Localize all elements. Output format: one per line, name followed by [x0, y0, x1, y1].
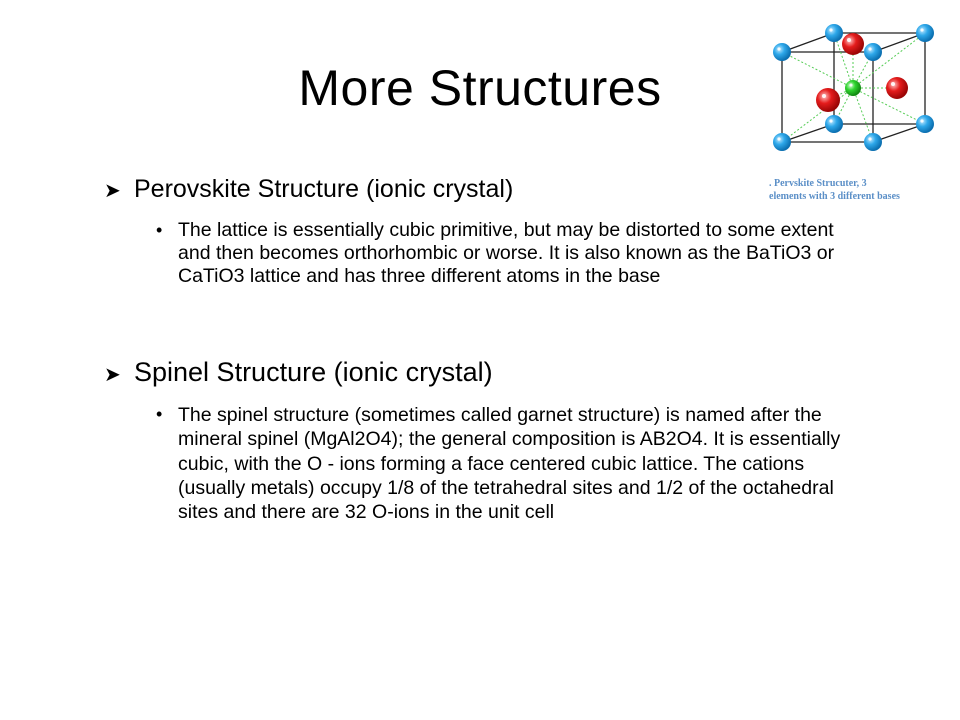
face-atom — [816, 88, 840, 112]
corner-atom — [864, 133, 882, 151]
arrow-bullet-icon: ➤ — [104, 180, 121, 202]
bullet-text: The lattice is essentially cubic primitive, but may be distorted to some extent and then becomes orthorhombic or worse. It is also known as the BaTiO3 or CaTiO3 lattice and has three different atoms in the base — [178, 219, 835, 287]
corner-atom — [825, 24, 843, 42]
center-atom — [845, 80, 861, 96]
figure-caption-line: . Pervskite Strucuter, 3 — [769, 178, 867, 189]
bullet-item — [156, 403, 904, 524]
section-heading-text: Perovskite Structure (ionic crystal) — [134, 175, 514, 203]
arrow-bullet-icon: ➤ — [104, 364, 121, 386]
corner-atom — [825, 115, 843, 133]
section-heading — [104, 356, 904, 391]
unit-cell-diagram — [765, 16, 943, 166]
bullet-item — [156, 219, 904, 288]
section-heading — [104, 173, 904, 207]
corner-atom — [916, 115, 934, 133]
dot-bullet-icon: • — [156, 220, 163, 240]
figure-caption-line: elements with 3 different bases — [769, 191, 900, 202]
face-atom — [842, 33, 864, 55]
section-spinel — [104, 356, 904, 524]
perovskite-unit-cell-figure — [765, 16, 943, 166]
corner-atom — [773, 43, 791, 61]
corner-atom — [773, 133, 791, 151]
slide-title: More Structures — [298, 60, 662, 116]
corner-atom — [864, 43, 882, 61]
bullet-text: The spinel structure (sometimes called garnet structure) is named after the mineral spinel (MgAl2O4); the general composition is AB2O4. It is essentially cubic, with the O - ions forming a face centered cubic lattice. The cations (usually metals) occupy 1/8 of the tetrahedral sites and 1/2 of the octahedral sites and there are 32 O-ions in the unit cell — [178, 404, 841, 524]
dot-bullet-icon: • — [156, 404, 163, 424]
corner-atom — [916, 24, 934, 42]
face-atom — [886, 77, 908, 99]
section-perovskite — [104, 173, 904, 288]
section-heading-text: Spinel Structure (ionic crystal) — [134, 357, 493, 387]
